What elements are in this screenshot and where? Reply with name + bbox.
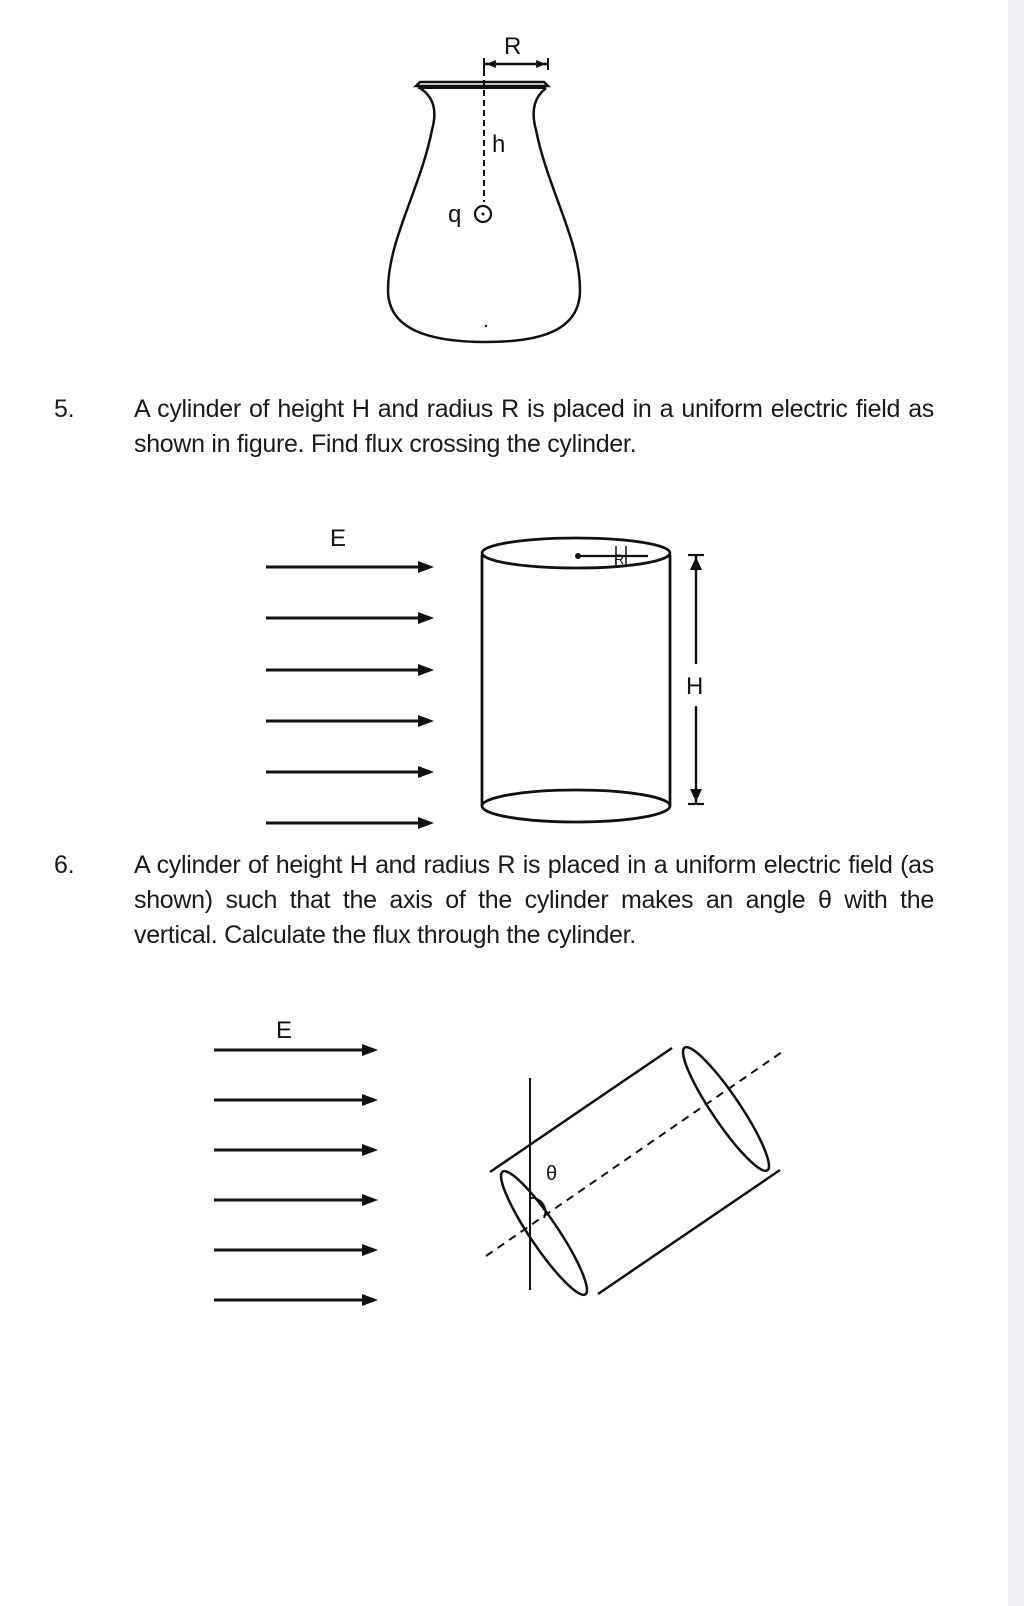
field-arrows bbox=[214, 1050, 366, 1300]
radius-label-R: R bbox=[614, 551, 625, 567]
cylinder-outline bbox=[482, 538, 704, 822]
question-text: A cylinder of height H and radius R is placed in a uniform electric field as shown in figure. Find flux crossing the cylinder. bbox=[134, 395, 934, 458]
vase-figure bbox=[0, 0, 1008, 360]
question-number: 6. bbox=[54, 851, 75, 879]
field-arrows bbox=[266, 567, 422, 823]
question-5 bbox=[54, 392, 934, 502]
question-text: A cylinder of height H and radius R is placed in a uniform electric field (as shown) such that the axis of the cylinder makes an angle θ with the vertical. Calculate the flux through the cylinder. bbox=[134, 851, 934, 949]
tilted-cylinder-outline bbox=[486, 1040, 782, 1302]
vase-radius-label: R bbox=[504, 33, 522, 60]
tilted-cylinder-figure bbox=[0, 1000, 1008, 1320]
vase-charge-label: q bbox=[448, 201, 462, 228]
page-edge-strip bbox=[1008, 0, 1024, 1606]
field-label-E: E bbox=[330, 525, 347, 552]
vase-depth-label: h bbox=[492, 131, 506, 158]
field-label-E: E bbox=[276, 1017, 293, 1044]
angle-label-theta: θ bbox=[546, 1163, 558, 1185]
question-number: 5. bbox=[54, 395, 75, 423]
question-6 bbox=[54, 848, 934, 998]
height-label-H: H bbox=[686, 673, 704, 700]
upright-cylinder-figure bbox=[0, 510, 1008, 830]
